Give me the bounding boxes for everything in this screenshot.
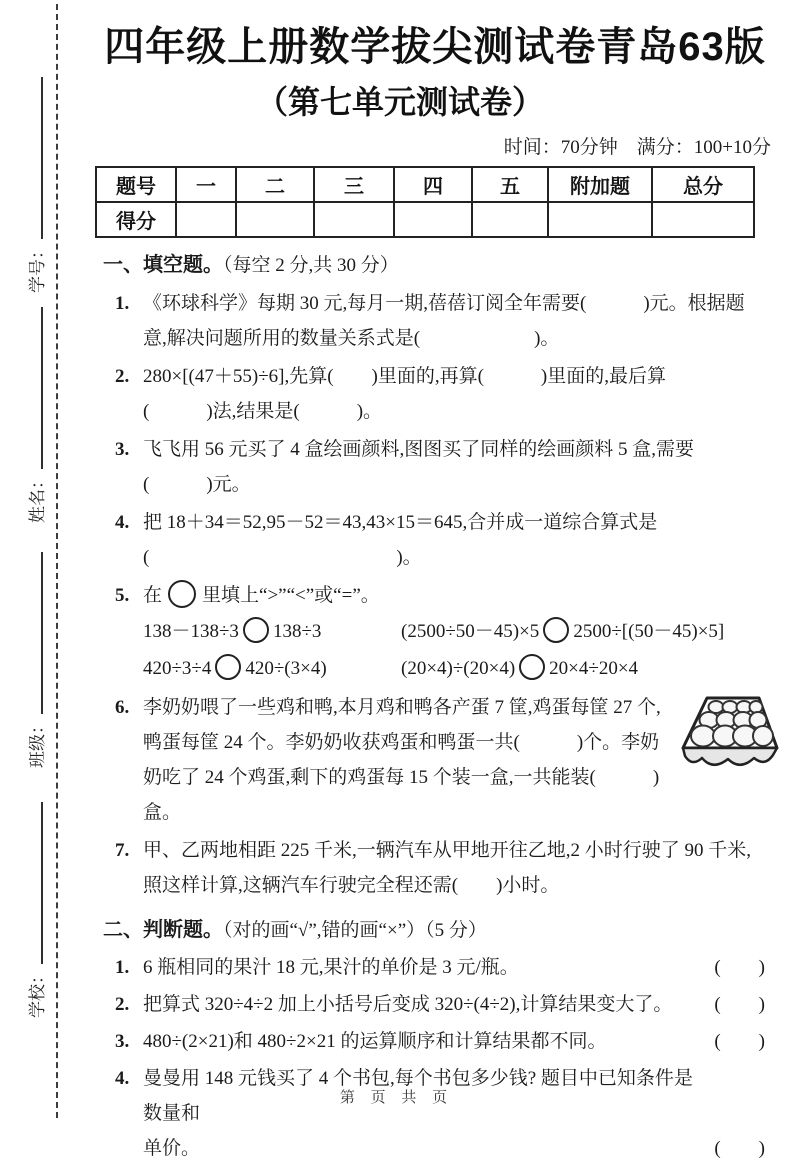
score-cell — [176, 202, 236, 237]
question-text-line: 照这样计算,这辆汽车行驶完全程还需( )小时。 — [143, 875, 560, 896]
score-table-score-row — [96, 202, 754, 237]
section-one-title: 一、填空题。 — [103, 254, 223, 276]
class-label: 班级： — [28, 717, 47, 768]
section-two-note: （对的画“√”,错的画“×”）（5 分） — [223, 920, 487, 941]
comparison-left-expression: (2500÷50－45)×5 — [401, 621, 540, 642]
score-table — [95, 166, 755, 238]
question-number: 2. — [115, 366, 130, 387]
student-number-field — [23, 77, 53, 293]
score-table-header-row — [96, 167, 754, 202]
egg-carton-illustration — [679, 692, 781, 780]
comparison-row — [143, 613, 775, 650]
comparison-circle-icon — [215, 654, 241, 680]
class-blank-line — [24, 552, 43, 714]
question-text-line: ( )法,结果是( )。 — [143, 401, 383, 422]
score-table-col-1: 一 — [176, 167, 236, 202]
score-table-col-bonus: 附加题 — [548, 167, 652, 202]
judge-question-3 — [95, 1024, 775, 1059]
question-text-line: 280×[(47＋55)÷6],先算( )里面的,再算( )里面的,最后算 — [143, 366, 667, 387]
question-text-line: 6 瓶相同的果汁 18 元,果汁的单价是 3 元/瓶。 — [143, 957, 519, 978]
page-subtitle: （第七单元测试卷） — [255, 84, 544, 120]
fill-question-2 — [95, 359, 775, 429]
question-number: 6. — [115, 697, 130, 718]
judge-answer-brackets: ( ) — [714, 1031, 765, 1052]
section-two-heading — [103, 913, 775, 948]
question-number: 5. — [115, 585, 130, 606]
question-text-line: 飞飞用 56 元买了 4 盒绘画颜料,图图买了同样的绘画颜料 5 盒,需要 — [143, 439, 695, 460]
comparison-right-expression: 20×4÷20×4 — [549, 658, 639, 679]
score-table-col-total: 总分 — [652, 167, 754, 202]
student-number-label: 学号： — [28, 242, 47, 293]
question-text-line — [143, 578, 775, 613]
question-text-prefix: 在 — [143, 585, 163, 606]
fill-question-1 — [95, 286, 775, 356]
student-name-blank-line — [24, 307, 43, 469]
question-text-line: 把 18＋34＝52,95－52＝43,43×15＝645,合并成一道综合算式是 — [143, 512, 658, 533]
question-number: 1. — [115, 957, 130, 978]
comparison-right-expression: 2500÷[(50－45)×5] — [573, 621, 725, 642]
fill-question-6 — [95, 690, 775, 830]
score-cell — [472, 202, 548, 237]
judge-question-2 — [95, 987, 775, 1022]
score-cell — [548, 202, 652, 237]
question-text-suffix: 里填上“>”“<”或“=”。 — [202, 585, 380, 606]
question-text-line: 甲、乙两地相距 225 千米,一辆汽车从甲地开往乙地,2 小时行驶了 90 千米, — [143, 840, 752, 861]
page-footer: 第 页 共 页 — [339, 1090, 454, 1106]
question-text-line: ( )。 — [143, 547, 422, 568]
exam-meta-line: 时间：70分钟 满分：100+10分 — [503, 137, 771, 158]
score-table-col-4: 四 — [394, 167, 472, 202]
comparison-item — [143, 650, 401, 687]
score-cell — [652, 202, 754, 237]
judge-question-4 — [95, 1061, 775, 1166]
comparison-right-expression: 420÷(3×4) — [245, 658, 327, 679]
student-name-field — [23, 307, 53, 523]
section-one-heading — [103, 248, 775, 283]
score-row-label: 得分 — [96, 202, 176, 237]
comparison-item — [401, 650, 638, 687]
score-cell — [236, 202, 314, 237]
cut-dashed-line — [56, 4, 58, 1118]
question-text-line: 把算式 320÷4÷2 加上小括号后变成 320÷(4÷2),计算结果变大了。 — [143, 994, 673, 1015]
fill-question-3 — [95, 432, 775, 502]
question-number: 1. — [115, 293, 130, 314]
score-table-col-2: 二 — [236, 167, 314, 202]
score-cell — [394, 202, 472, 237]
comparison-left-expression: 138－138÷3 — [143, 621, 239, 642]
score-table-col-5: 五 — [472, 167, 548, 202]
judge-question-1 — [95, 950, 775, 985]
question-number: 3. — [115, 1031, 130, 1052]
question-number: 4. — [115, 512, 130, 533]
question-text-line: 《环球科学》每期 30 元,每月一期,蓓蓓订阅全年需要( )元。根据题 — [143, 293, 745, 314]
question-number: 7. — [115, 840, 130, 861]
fill-question-7 — [95, 833, 775, 903]
section-two-title: 二、判断题。 — [103, 919, 223, 941]
question-number: 4. — [115, 1068, 130, 1089]
comparison-circle-icon — [543, 617, 569, 643]
judge-answer-brackets: ( ) — [714, 957, 765, 978]
school-field — [23, 802, 53, 1018]
fill-question-5 — [95, 578, 775, 687]
comparison-circle-icon — [168, 580, 196, 608]
question-text-line: 李奶奶喂了一些鸡和鸭,本月鸡和鸭各产蛋 7 筐,鸡蛋每筐 27 个, — [143, 697, 661, 718]
paper-content — [95, 0, 775, 1166]
school-blank-line — [24, 802, 43, 964]
section-one-note: （每空 2 分,共 30 分） — [223, 255, 399, 276]
judge-answer-brackets: ( ) — [714, 994, 765, 1015]
score-cell — [314, 202, 394, 237]
question-number: 3. — [115, 439, 130, 460]
comparison-left-expression: 420÷3÷4 — [143, 658, 212, 679]
comparison-right-expression: 138÷3 — [272, 621, 322, 642]
question-text-line: 鸭蛋每筐 24 个。李奶奶收获鸡蛋和鸭蛋一共( )个。李奶 — [143, 732, 660, 753]
question-number: 2. — [115, 994, 130, 1015]
question-text-line: 意,解决问题所用的数量关系式是( )。 — [143, 328, 560, 349]
fill-question-4 — [95, 505, 775, 575]
question-text-line: 曼曼用 148 元钱买了 4 个书包,每个书包多少钱? 题目中已知条件是数量和 — [143, 1068, 693, 1124]
question-text-line: 奶吃了 24 个鸡蛋,剩下的鸡蛋每 15 个装一盒,一共能装( )盒。 — [143, 767, 660, 823]
comparison-left-expression: (20×4)÷(20×4) — [401, 658, 516, 679]
school-label: 学校： — [28, 967, 47, 1018]
comparison-item — [143, 613, 401, 650]
judge-answer-brackets: ( ) — [714, 1138, 765, 1159]
student-number-blank-line — [24, 77, 43, 239]
question-text-line: 480÷(2×21)和 480÷2×21 的运算顺序和计算结果都不同。 — [143, 1031, 607, 1052]
page-title: 四年级上册数学拔尖测试卷青岛63版 — [104, 25, 766, 69]
score-table-corner-cell: 题号 — [96, 167, 176, 202]
comparison-item — [401, 613, 724, 650]
comparison-circle-icon — [243, 617, 269, 643]
question-text-line: 单价。 — [143, 1138, 201, 1159]
comparison-circle-icon — [519, 654, 545, 680]
class-field — [23, 552, 53, 768]
score-table-col-3: 三 — [314, 167, 394, 202]
student-name-label: 姓名： — [28, 472, 47, 523]
question-text-line: ( )元。 — [143, 474, 251, 495]
comparison-row — [143, 650, 775, 687]
